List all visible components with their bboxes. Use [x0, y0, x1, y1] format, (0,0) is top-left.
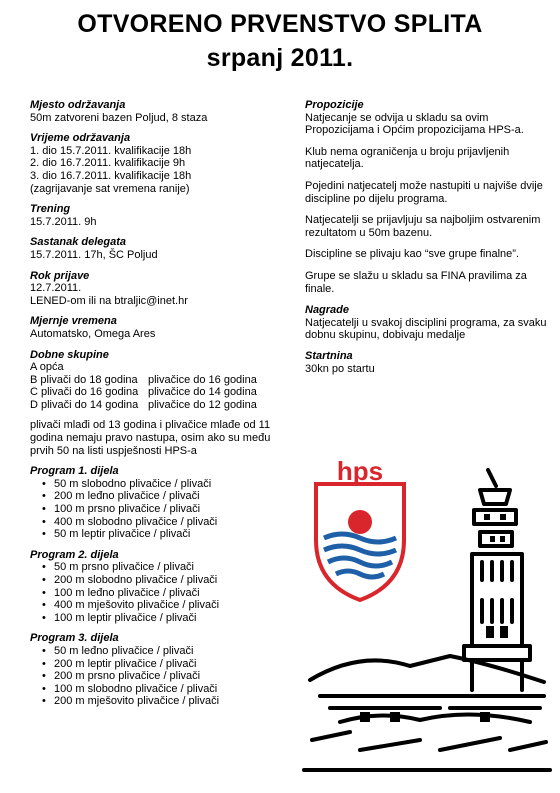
- hps-logo: [316, 456, 404, 600]
- list-item: • 200 m prsno plivačice / plivači: [42, 670, 295, 683]
- proposition-paragraph: Natjecanje se odvija u skladu sa ovim Propozicijama i Općim propozicijama HPS-a.: [305, 111, 524, 137]
- program-2: [30, 549, 295, 625]
- program-3: [30, 632, 295, 708]
- deadline-line: 12.7.2011.: [30, 282, 82, 295]
- logo-illustration: [300, 450, 558, 790]
- list-item: • 50 m prsno plivačice / plivači: [42, 561, 295, 574]
- page-subtitle: srpanj 2011.: [206, 44, 354, 72]
- age-open: A opća: [30, 361, 64, 374]
- program-list: [30, 561, 295, 624]
- program-heading: Program 2. dijela: [30, 548, 119, 561]
- time-line: 2. dio 16.7.2011. kvalifikacije 9h: [30, 157, 186, 170]
- list-item: • 100 m leđno plivačice / plivači: [42, 587, 295, 600]
- age-note: [30, 419, 295, 457]
- list-item: • 100 m prsno plivačice / plivači: [42, 503, 295, 516]
- age-male: B plivači do 18 godina: [30, 373, 138, 386]
- time-heading: Vrijeme održavanja: [30, 132, 131, 145]
- proposition-paragraph: Klub nema ograničenja u broju prijavljenih natjecatelja.: [305, 145, 510, 171]
- proposition-paragraph: Discipline se plivaju kao “sve grupe finalne”.: [305, 248, 519, 261]
- deadline-heading: Rok prijave: [30, 269, 90, 282]
- meeting-heading: Sastanak delegata: [30, 236, 126, 249]
- timing-heading: Mjernje vremena: [30, 315, 117, 328]
- fee-heading: Startnina: [305, 349, 353, 362]
- program-heading: Program 1. dijela: [30, 465, 119, 478]
- list-item: • 100 m slobodno plivačice / plivači: [42, 683, 295, 696]
- list-item: • 200 m leptir plivačice / plivači: [42, 658, 295, 671]
- fee-section: [305, 350, 555, 375]
- training-text: 15.7.2011. 9h: [30, 215, 97, 228]
- age-row: [30, 399, 295, 412]
- list-item: • 50 m leptir plivačice / plivači: [42, 528, 295, 541]
- age-male: C plivači do 16 godina: [30, 386, 139, 399]
- time-line: 1. dio 15.7.2011. kvalifikacije 18h: [30, 144, 192, 157]
- awards-heading: Nagrade: [305, 304, 350, 317]
- list-item: • 200 m slobodno plivačice / plivači: [42, 574, 295, 587]
- logo-text: hps: [336, 456, 384, 486]
- program-list: [30, 645, 295, 708]
- ages-section: [30, 349, 295, 412]
- left-column: [30, 99, 295, 716]
- age-male: D plivači do 14 godina: [30, 398, 139, 411]
- deadline-line: LENED-om ili na btraljic@inet.hr: [30, 294, 188, 307]
- program-1: [30, 465, 295, 541]
- list-item: • 50 m leđno plivačice / plivači: [42, 645, 295, 658]
- fee-text: 30kn po startu: [305, 362, 375, 375]
- deadline-section: [30, 270, 295, 308]
- awards-text: Natjecatelji u svakoj disciplini programa, za svaku dobnu skupinu, dobivaju medalje: [305, 316, 547, 342]
- ages-heading: Dobne skupine: [30, 348, 109, 361]
- awards-section: [305, 304, 555, 342]
- age-note-text: plivači mlađi od 13 godina i plivačice mlađe od 11 godina nemaju pravo nastupa, osim ako su među prvih 50 na listi uspješnosti HPS-a: [30, 419, 271, 457]
- venue-text: 50m zatvoreni bazen Poljud, 8 staza: [30, 111, 208, 124]
- list-item: • 50 m slobodno plivačice / plivači: [42, 478, 295, 491]
- timing-text: Automatsko, Omega Ares: [30, 327, 156, 340]
- training-heading: Trening: [30, 203, 71, 216]
- time-line: 3. dio 16.7.2011. kvalifikacije 18h: [30, 169, 192, 182]
- proposition-paragraph: Natjecatelji se prijavljuju sa najboljim ostvarenim rezultatom u 50m bazenu.: [305, 214, 541, 239]
- age-female: plivačice do 16 godina: [148, 373, 257, 386]
- propositions-heading: Propozicije: [305, 99, 364, 111]
- time-line: (zagrijavanje sat vremena ranije): [30, 182, 190, 195]
- proposition-paragraph: Pojedini natjecatelj može nastupiti u najviše dvije discipline po dijelu programa.: [305, 179, 543, 205]
- logo-sun: [348, 510, 372, 534]
- list-item: • 400 m slobodno plivačice / plivači: [42, 516, 295, 529]
- list-item: • 400 m mješovito plivačice / plivači: [42, 599, 295, 612]
- list-item: • 200 m leđno plivačice / plivači: [42, 490, 295, 503]
- training-section: [30, 203, 295, 228]
- meeting-text: 15.7.2011. 17h, ŠC Poljud: [30, 248, 158, 261]
- program-list: [30, 478, 295, 541]
- proposition-paragraph: Grupe se slažu u skladu sa FINA pravilima za finale.: [305, 269, 527, 295]
- venue-heading: Mjesto održavanja: [30, 99, 126, 111]
- time-section: [30, 132, 295, 195]
- venue-section: [30, 99, 295, 124]
- list-item: • 100 m leptir plivačice / plivači: [42, 612, 295, 625]
- meeting-section: [30, 236, 295, 261]
- propositions-section: [305, 99, 555, 295]
- page-title: OTVORENO PRVENSTVO SPLITA: [77, 10, 483, 38]
- age-female: plivačice do 12 godina: [148, 398, 257, 411]
- age-row: [30, 374, 295, 387]
- age-female: plivačice do 14 godina: [148, 386, 257, 399]
- timing-section: [30, 315, 295, 340]
- age-row: [30, 386, 295, 399]
- list-item: • 200 m mješovito plivačice / plivači: [42, 695, 295, 708]
- program-heading: Program 3. dijela: [30, 632, 119, 645]
- right-column: [305, 99, 555, 383]
